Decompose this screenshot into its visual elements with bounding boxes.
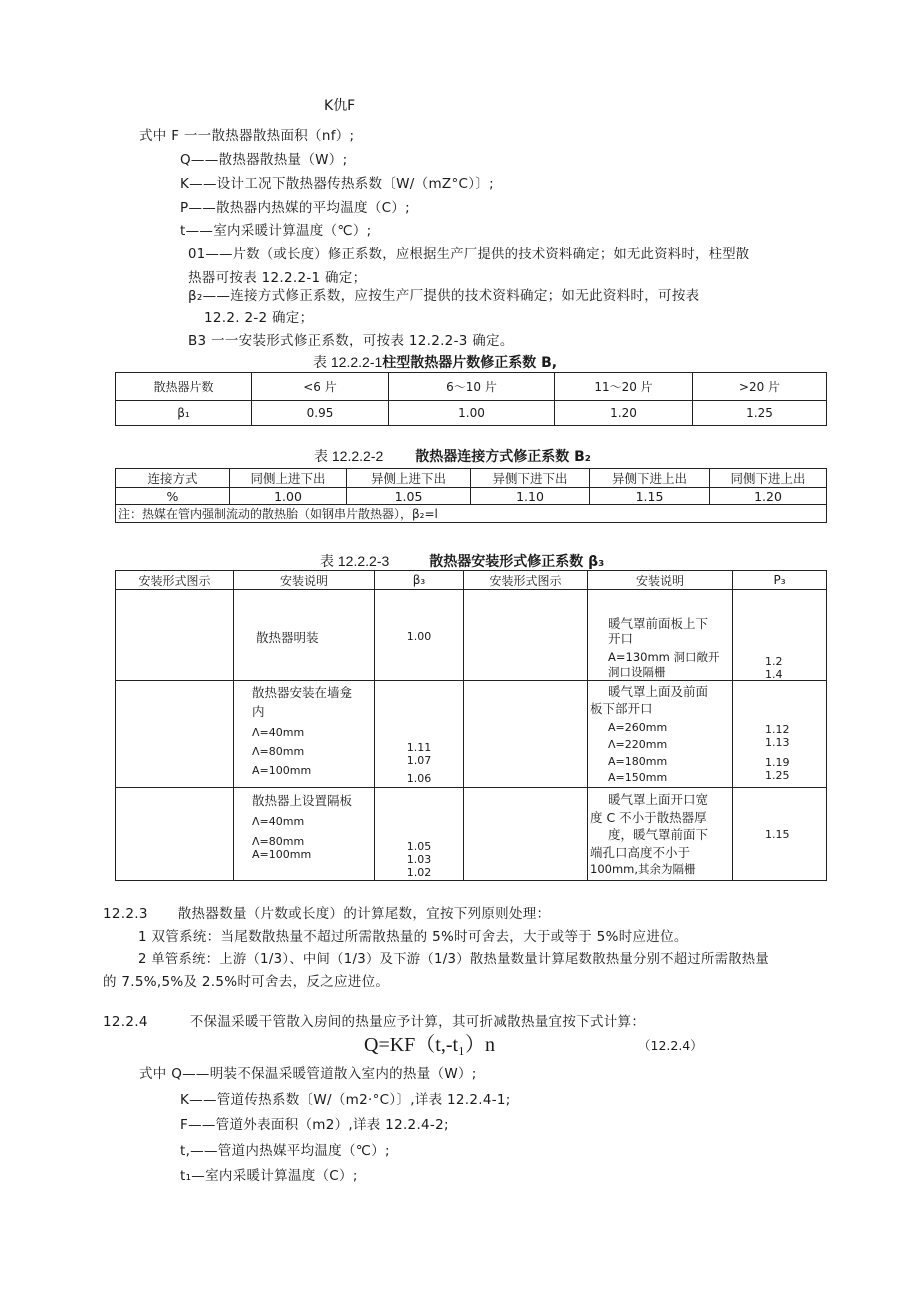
install-desc-lines bbox=[252, 791, 352, 861]
formula-12-2-4: Q=KF（t,-t₁）n bbox=[364, 1034, 496, 1056]
install-value: 1.25 bbox=[765, 769, 790, 782]
section-12-2-3-heading bbox=[103, 902, 550, 922]
table3-caption bbox=[320, 551, 604, 571]
table-header-cell: 安装说明 bbox=[588, 571, 733, 590]
table-cell: 1.00 bbox=[389, 401, 555, 426]
table-cell: 1.05 bbox=[347, 488, 471, 505]
table-cell: 1.20 bbox=[710, 488, 827, 505]
install-desc-line: A=260mm bbox=[608, 721, 668, 734]
table-cell: 1.10 bbox=[471, 488, 590, 505]
install-desc-line: 度 C 不小于散热器厚 bbox=[590, 809, 707, 825]
def-line: 12.2. 2-2 确定； bbox=[204, 310, 314, 326]
def-line: 热器可按表 12.2.2-1 确定； bbox=[188, 270, 367, 286]
install-desc-line: Λ=220mm bbox=[608, 738, 668, 751]
table-header-cell: 同侧下进上出 bbox=[710, 469, 827, 488]
install-value: 1.13 bbox=[765, 736, 790, 749]
install-desc-cell bbox=[588, 590, 733, 681]
install-desc-line: Λ=40mm bbox=[252, 726, 305, 739]
table-row bbox=[116, 590, 827, 681]
install-desc-line: A=150mm bbox=[608, 771, 668, 784]
table-cell: 1.25 bbox=[693, 401, 827, 426]
def-line: Q——散热器散热量（W）; bbox=[180, 152, 348, 168]
install-value-cell bbox=[733, 788, 827, 881]
install-desc-line: A=180mm bbox=[608, 755, 668, 768]
install-desc-lines bbox=[608, 616, 720, 680]
install-value: 1.03 bbox=[406, 853, 432, 866]
install-desc-line: 暖气罩上面开口宽 bbox=[608, 792, 709, 807]
table-row bbox=[116, 401, 827, 426]
install-desc-line: Λ=80mm bbox=[252, 835, 305, 848]
install-value: 1.12 bbox=[765, 723, 790, 736]
install-desc-line: Λ=40mm bbox=[252, 815, 305, 828]
table-header-cell: 11～20 片 bbox=[555, 373, 693, 401]
install-value: 1.15 bbox=[765, 828, 790, 841]
def-line: t,——管道内热媒平均温度（℃）; bbox=[180, 1143, 390, 1159]
table1-caption bbox=[313, 352, 557, 372]
install-diagram-cell bbox=[464, 788, 588, 881]
install-values bbox=[765, 723, 790, 782]
def-line: t——室内采暖计算温度（℃）; bbox=[180, 223, 372, 239]
install-value: 1.05 bbox=[406, 840, 432, 853]
install-diagram-cell bbox=[116, 681, 234, 788]
install-diagram-cell bbox=[464, 681, 588, 788]
table-header-cell: β₃ bbox=[375, 571, 464, 590]
table-row-label: β₁ bbox=[116, 401, 252, 426]
section-number: 12.2.4 bbox=[103, 1014, 148, 1030]
install-desc-line: 散热器安装在墙龛 bbox=[252, 685, 353, 700]
table2-caption bbox=[314, 446, 591, 466]
install-value: 1.4 bbox=[765, 668, 783, 681]
install-desc-cell bbox=[234, 590, 375, 681]
def-line: P——散热器内热媒的平均温度（C）; bbox=[180, 200, 411, 216]
table-header-cell: 异侧下进上出 bbox=[590, 469, 710, 488]
table-row-label: % bbox=[116, 488, 230, 505]
install-value: 1.2 bbox=[765, 655, 783, 668]
table1-caption-number: 表 12.2.2-1 bbox=[313, 354, 383, 370]
install-value-cell bbox=[375, 681, 464, 788]
def-line: β₂——连接方式修正系数，应按生产厂提供的技术资料确定；如无此资料时，可按表 bbox=[188, 288, 700, 304]
def-line: 01——片数（或长度）修正系数，应根据生产厂提供的技术资料确定；如无此资料时，柱型散 bbox=[188, 247, 750, 262]
table3-caption-number: 表 12.2.2-3 bbox=[320, 553, 390, 569]
install-desc-line: 内 bbox=[252, 704, 265, 719]
install-values bbox=[375, 741, 463, 785]
install-desc-cell bbox=[588, 788, 733, 881]
table-header-cell: 同侧上进下出 bbox=[230, 469, 347, 488]
table-header-cell: 安装形式图示 bbox=[464, 571, 588, 590]
install-value: 1.02 bbox=[406, 866, 432, 879]
table-connection-type bbox=[115, 468, 827, 523]
install-diagram-cell bbox=[116, 788, 234, 881]
section-number: 12.2.3 bbox=[103, 906, 148, 922]
install-value-cell bbox=[375, 590, 464, 681]
install-desc-line: 端孔口高度不小于 bbox=[590, 844, 691, 860]
install-desc-lines bbox=[590, 683, 708, 785]
table-header-cell: 异侧上进下出 bbox=[347, 469, 471, 488]
table-header-cell: 异侧下进下出 bbox=[471, 469, 590, 488]
install-desc-lines bbox=[590, 791, 708, 879]
table-note: 注：热媒在管内强制流动的散热胎（如钢串片散热器），β₂=l bbox=[116, 505, 827, 523]
install-diagram-cell bbox=[116, 590, 234, 681]
section-12-2-4-heading bbox=[103, 1010, 645, 1030]
table-row bbox=[116, 488, 827, 505]
def-line: t₁—室内采暖计算温度（C）; bbox=[180, 1168, 358, 1184]
install-value-cell bbox=[733, 681, 827, 788]
table-header-cell: >20 片 bbox=[693, 373, 827, 401]
table2-caption-text: 散热器连接方式修正系数 B₂ bbox=[415, 449, 591, 465]
install-desc-line: A=130mm 洞口敞开 bbox=[608, 650, 720, 664]
table-header-cell: P₃ bbox=[733, 571, 827, 590]
install-value: 1.06 bbox=[406, 772, 432, 785]
def-line: K——设计工况下散热器传热系数〔W/（mZ°C）〕; bbox=[180, 176, 494, 192]
table-header-cell: 散热器片数 bbox=[116, 373, 252, 401]
install-desc-cell bbox=[588, 681, 733, 788]
section-paragraph: 的 7.5%,5%及 2.5%时可舍去，反之应进位。 bbox=[103, 974, 390, 990]
table-header-row bbox=[116, 469, 827, 488]
table1-caption-text: 柱型散热器片数修正系数 B, bbox=[382, 355, 558, 371]
def-line: 式中 Q——明装不保温采暖管道散入室内的热量（W）; bbox=[139, 1066, 477, 1082]
install-values bbox=[765, 655, 783, 681]
install-desc-line: 散热器上设置隔板 bbox=[252, 793, 353, 808]
install-value: 1.11 bbox=[406, 741, 432, 754]
table-cell: 1.20 bbox=[555, 401, 693, 426]
install-value-cell bbox=[733, 590, 827, 681]
install-value: 1.07 bbox=[406, 754, 432, 767]
install-desc-line: 洞口设隔栅 bbox=[608, 665, 666, 679]
install-desc-line: 散热器明装 bbox=[256, 630, 319, 645]
table-install-type bbox=[115, 570, 827, 881]
table-header-cell: 安装说明 bbox=[234, 571, 375, 590]
install-desc-line: 板下部开口 bbox=[590, 701, 653, 716]
install-value: 1.19 bbox=[765, 756, 790, 769]
table-header-cell: 连接方式 bbox=[116, 469, 230, 488]
table-cell: 1.00 bbox=[230, 488, 347, 505]
def-line: 式中 F 一一散热器散热面积（nf）; bbox=[139, 128, 355, 144]
table-note-row bbox=[116, 505, 827, 523]
section-paragraph: 2 单管系统：上游（1/3）、中间（1/3）及下游（1/3）散热量数量计算尾数散热量分别不超过所需散热量 bbox=[138, 952, 770, 967]
table3-caption-text: 散热器安装形式修正系数 β₃ bbox=[429, 554, 605, 570]
table-header-cell: 安装形式图示 bbox=[116, 571, 234, 590]
def-line: K——管道传热系数〔W/（m2·°C）〕,详表 12.2.4-1; bbox=[180, 1092, 511, 1108]
install-desc-cell bbox=[234, 681, 375, 788]
install-desc-line: 开口 bbox=[608, 631, 634, 646]
install-values bbox=[375, 840, 463, 879]
table-cell: 0.95 bbox=[252, 401, 389, 426]
table-row bbox=[116, 788, 827, 881]
section-paragraph: 1 双管系统：当尾数散热量不超过所需散热量的 5%时可舍去，大于或等于 5%时应进位。 bbox=[138, 929, 688, 945]
table-row bbox=[116, 681, 827, 788]
install-diagram-cell bbox=[464, 590, 588, 681]
section-title: 不保温采暖干管散入房间的热量应予计算，其可折减散热量宜按下式计算： bbox=[189, 1014, 646, 1030]
table-header-row bbox=[116, 373, 827, 401]
table-header-cell: <6 片 bbox=[252, 373, 389, 401]
def-line: F——管道外表面积（m2）,详表 12.2.4-2; bbox=[180, 1117, 449, 1133]
table-radiator-count bbox=[115, 372, 827, 426]
install-desc-line: 度，暖气罩前面下 bbox=[608, 827, 709, 842]
install-desc-cell bbox=[234, 788, 375, 881]
table2-caption-number: 表 12.2.2-2 bbox=[314, 448, 384, 464]
formula-number: （12.2.4） bbox=[638, 1038, 703, 1053]
install-value: 1.00 bbox=[406, 630, 432, 643]
section-title: 散热器数量（片数或长度）的计算尾数，宜按下列原则处理： bbox=[177, 906, 551, 922]
install-desc-line: 暖气罩上面及前面 bbox=[608, 684, 709, 699]
install-value-cell bbox=[375, 788, 464, 881]
top-formula: K仇F bbox=[324, 98, 356, 114]
table-cell: 1.15 bbox=[590, 488, 710, 505]
install-desc-lines bbox=[252, 683, 352, 780]
table-header-cell: 6～10 片 bbox=[389, 373, 555, 401]
install-desc-line: A=100mm bbox=[252, 848, 312, 861]
table-header-row bbox=[116, 571, 827, 590]
install-desc-line: Λ=80mm bbox=[252, 745, 305, 758]
install-desc-line: A=100mm bbox=[252, 764, 312, 777]
install-desc-line: 100mm,其余为隔栅 bbox=[590, 862, 696, 876]
def-line: B3 一一安装形式修正系数，可按表 12.2.2-3 确定。 bbox=[188, 333, 514, 349]
install-desc-line: 暖气罩前面板上下 bbox=[608, 616, 709, 631]
